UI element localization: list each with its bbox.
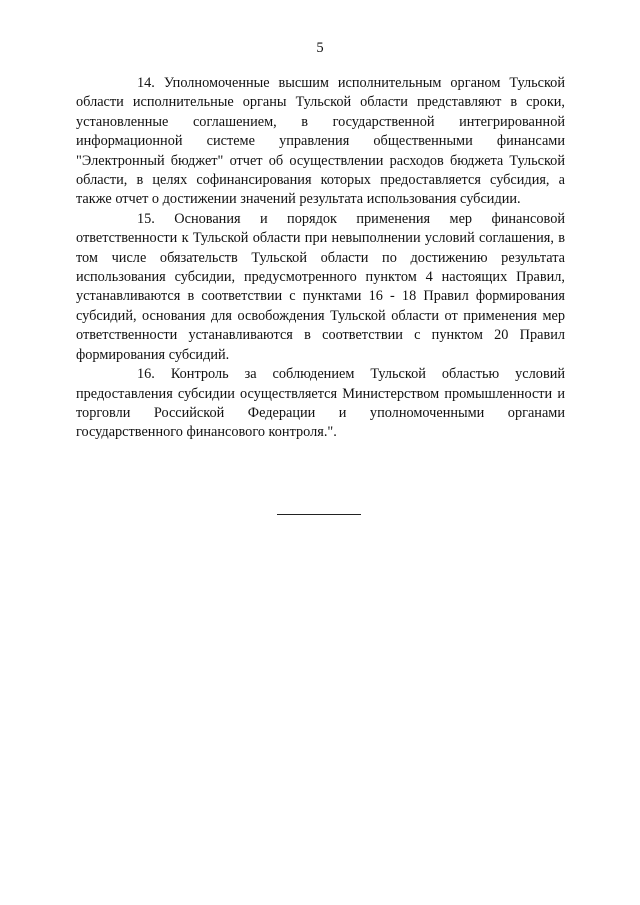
page-number: 5 bbox=[316, 40, 324, 56]
document-end-line bbox=[277, 514, 361, 515]
paragraph-14: 14. Уполномоченные высшим исполнительным органом Тульской области исполнительные органы Тульской области представляют в сроки, установленные соглашением, в государственной интегрированной информационной системе управления общественными финансами "Электронный бюджет" отчет об осуществлении расходов бюджета Тульской области, в целях софинансирования которых предоставляется субсидия, а также отчет о достижении значений результата использования субсидии. bbox=[76, 75, 565, 208]
paragraph-16: 16. Контроль за соблюдением Тульской областью условий предоставления субсидии осуществляется Министерством промышленности и торговли Российской Федерации и уполномоченными органами государственного финансового контроля.". bbox=[76, 366, 565, 441]
paragraph-15: 15. Основания и порядок применения мер финансовой ответственности к Тульской области при невыполнении условий соглашения, в том числе обязательств Тульской области по достижению результата использования субсидии, предусмотренного пунктом 4 настоящих Правил, устанавливаются в соответствии с пунктами 16 - 18 Правил формирования субсидий, основания для освобождения Тульской области от применения мер ответственности устанавливаются в соответствии с пунктом 20 Правил формирования субсидий. bbox=[76, 210, 565, 363]
document-body bbox=[76, 74, 565, 443]
